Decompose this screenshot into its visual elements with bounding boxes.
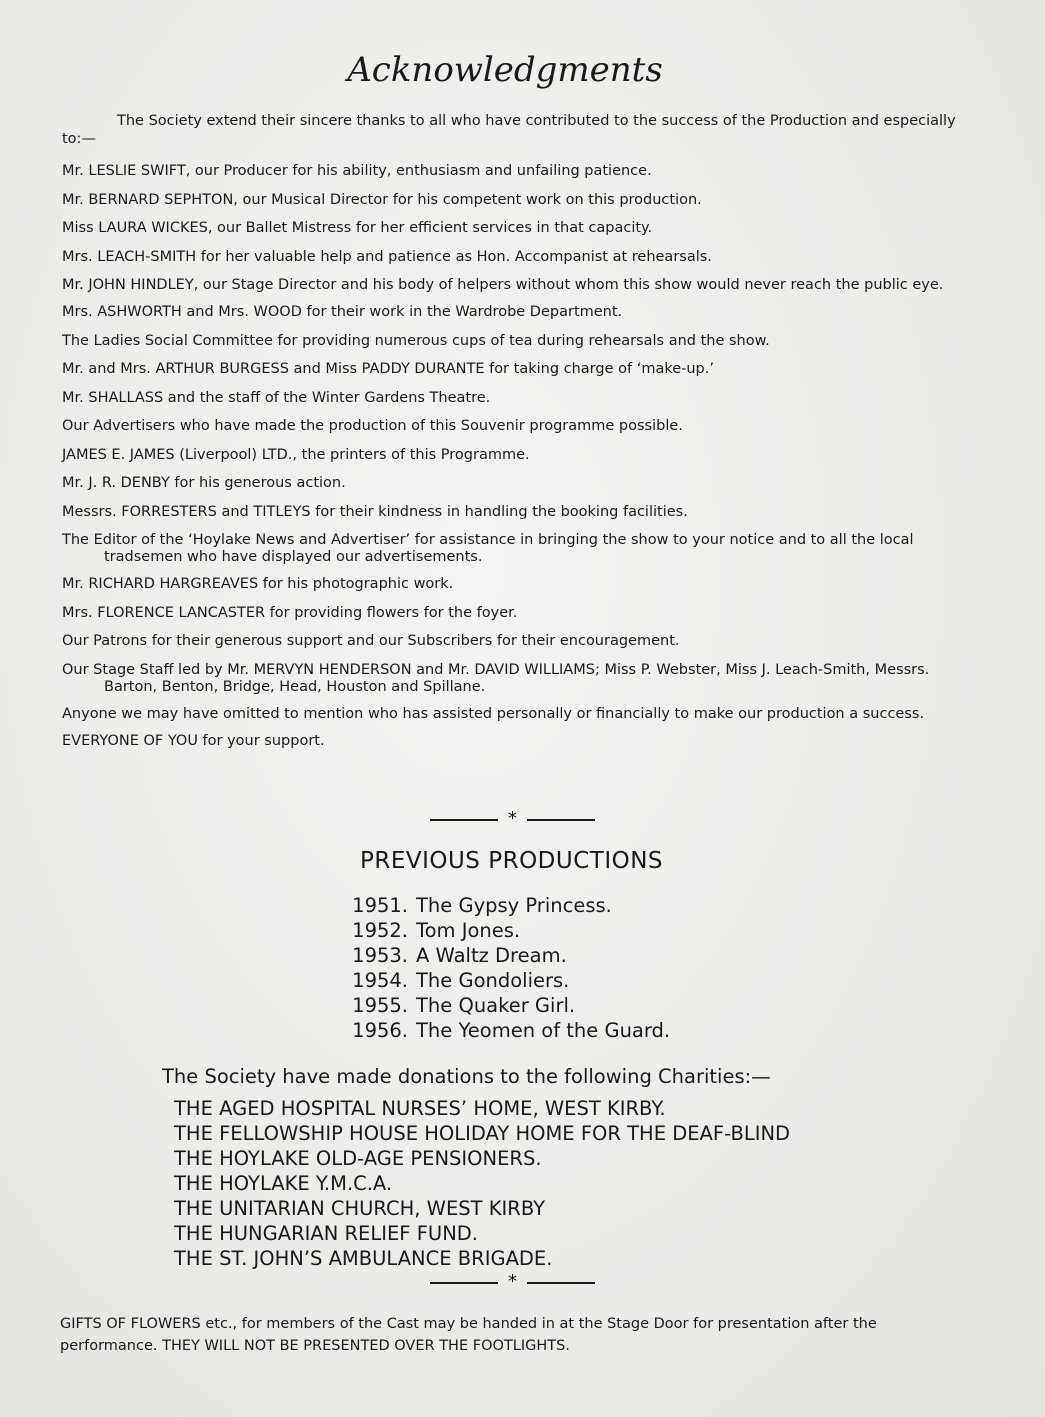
charity-item: THE HOYLAKE OLD-AGE PENSIONERS. xyxy=(174,1147,542,1170)
list-item: JAMES E. JAMES (Liverpool) LTD., the printers of this Programme. xyxy=(62,446,530,463)
page-title: Acknowledgments xyxy=(347,50,663,90)
list-item: Our Advertisers who have made the production of this Souvenir programme possible. xyxy=(62,418,683,434)
section-divider xyxy=(430,1273,595,1291)
production-item xyxy=(330,1018,670,1043)
charity-item: THE AGED HOSPITAL NURSES’ HOME, WEST KIRBY. xyxy=(174,1097,666,1120)
production-title: A Waltz Dream. xyxy=(416,944,567,967)
production-item xyxy=(330,968,670,993)
production-title: The Quaker Girl. xyxy=(416,994,576,1017)
production-item xyxy=(330,893,670,918)
divider-rule xyxy=(430,819,498,821)
divider-star: * xyxy=(508,1271,517,1292)
charities-list xyxy=(174,1096,790,1271)
intro-paragraph: The Society extend their sincere thanks to all who have contributed to the success of the Production and especially to:— xyxy=(62,113,956,147)
production-item xyxy=(330,993,670,1018)
production-year: 1954. xyxy=(352,969,408,992)
charities-intro: The Society have made donations to the following Charities:— xyxy=(162,1065,771,1088)
divider-star: * xyxy=(508,808,517,829)
list-item: Messrs. FORRESTERS and TITLEYS for their kindness in handling the booking facilities. xyxy=(62,503,688,520)
acknowledgments-list xyxy=(62,163,962,761)
divider-rule xyxy=(430,1282,498,1284)
list-item: Our Patrons for their generous support and our Subscribers for their encouragement. xyxy=(62,633,680,649)
production-item xyxy=(330,918,670,943)
list-item: Miss LAURA WICKES, our Ballet Mistress for her efficient services in that capacity. xyxy=(62,220,653,236)
list-item: Mr. and Mrs. ARTHUR BURGESS and Miss PADDY DURANTE for taking charge of ‘make-up.’ xyxy=(62,361,714,377)
list-item: Mr. LESLIE SWIFT, our Producer for his ability, enthusiasm and unfailing patience. xyxy=(62,163,652,179)
footer-note: GIFTS OF FLOWERS etc., for members of the Cast may be handed in at the Stage Door for presentation after the performance. THEY WILL NOT BE PRESENTED OVER THE FOOTLIGHTS. xyxy=(60,1316,877,1354)
charity-item: THE HOYLAKE Y.M.C.A. xyxy=(174,1172,393,1195)
production-year: 1951. xyxy=(352,894,408,917)
list-item: EVERYONE OF YOU for your support. xyxy=(62,732,325,749)
list-item: Anyone we may have omitted to mention who has assisted personally or financially to make our production a success. xyxy=(62,705,925,722)
production-title: Tom Jones. xyxy=(416,919,521,942)
production-year: 1952. xyxy=(352,919,408,942)
list-item: Mrs. FLORENCE LANCASTER for providing flowers for the foyer. xyxy=(62,604,518,621)
charity-item: THE ST. JOHN’S AMBULANCE BRIGADE. xyxy=(174,1247,553,1270)
list-item: Mrs. LEACH-SMITH for her valuable help and patience as Hon. Accompanist at rehearsals. xyxy=(62,248,712,265)
list-item: The Ladies Social Committee for providing numerous cups of tea during rehearsals and the show. xyxy=(62,332,770,349)
previous-productions-list xyxy=(330,893,670,1043)
list-item: Mrs. ASHWORTH and Mrs. WOOD for their work in the Wardrobe Department. xyxy=(62,304,623,320)
production-year: 1953. xyxy=(352,944,408,967)
list-item: The Editor of the ‘Hoylake News and Advertiser’ for assistance in bringing the show to your notice and to all the local tradsemen who have displayed our advertisements. xyxy=(62,532,914,565)
divider-rule xyxy=(527,819,595,821)
section-divider xyxy=(430,810,595,828)
divider-rule xyxy=(527,1282,595,1284)
production-title: The Gondoliers. xyxy=(416,969,570,992)
production-year: 1956. xyxy=(352,1019,408,1042)
production-item xyxy=(330,943,670,968)
list-item: Mr. RICHARD HARGREAVES for his photographic work. xyxy=(62,576,454,592)
charity-item: THE UNITARIAN CHURCH, WEST KIRBY xyxy=(174,1197,546,1220)
production-title: The Gypsy Princess. xyxy=(416,894,612,917)
list-item: Our Stage Staff led by Mr. MERVYN HENDERSON and Mr. DAVID WILLIAMS; Miss P. Webster, Miss J. Leach-Smith, Messrs. Barton, Benton, Bridge, Head, Houston and Spillane. xyxy=(62,661,930,695)
list-item: Mr. SHALLASS and the staff of the Winter Gardens Theatre. xyxy=(62,389,491,406)
list-item: Mr. BERNARD SEPHTON, our Musical Director for his competent work on this production. xyxy=(62,191,702,208)
production-year: 1955. xyxy=(352,994,408,1017)
previous-productions-heading: PREVIOUS PRODUCTIONS xyxy=(359,848,664,874)
production-title: The Yeomen of the Guard. xyxy=(416,1019,671,1042)
list-item: Mr. JOHN HINDLEY, our Stage Director and his body of helpers without whom this show would never reach the public eye. xyxy=(62,277,944,293)
charity-item: THE HUNGARIAN RELIEF FUND. xyxy=(174,1222,479,1245)
charity-item: THE FELLOWSHIP HOUSE HOLIDAY HOME FOR THE DEAF-BLIND xyxy=(174,1122,791,1145)
list-item: Mr. J. R. DENBY for his generous action. xyxy=(62,475,346,491)
